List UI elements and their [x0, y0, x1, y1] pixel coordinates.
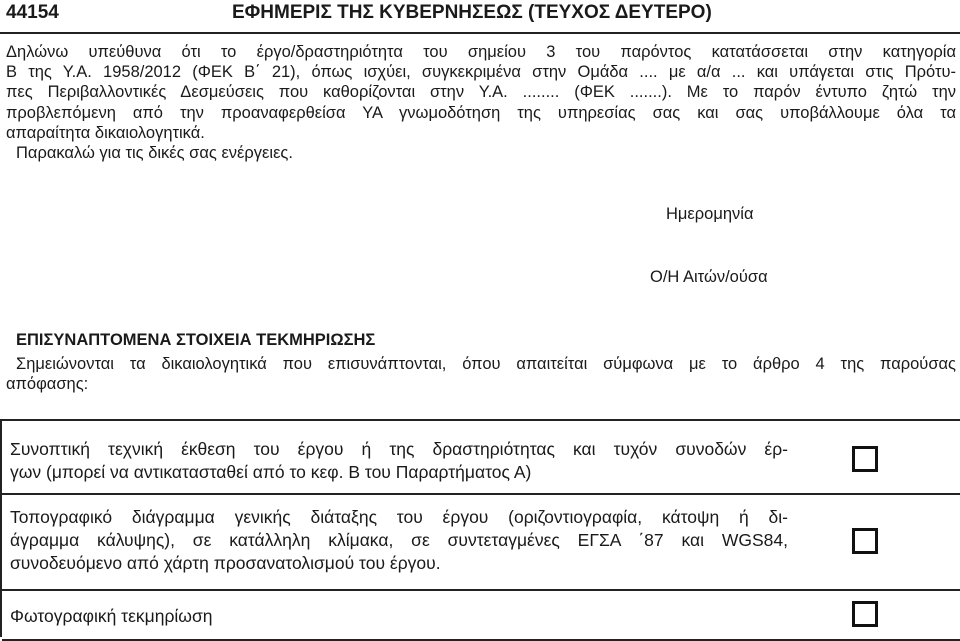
- declaration-line: Β της Υ.Α. 1958/2012 (ΦΕΚ Β΄ 21), όπως ισχύει, συγκεκριμένα στην Ομάδα .... με α/α ... και υπάγεται στις Πρότυ-: [6, 63, 956, 82]
- item-line: συνοδευόμενο από χάρτη προσανατολισμού του έργου.: [10, 553, 441, 573]
- checkbox-photographic-evidence[interactable]: [852, 601, 878, 627]
- item-line: Τοπογραφικό διάγραμμα γενικής διάταξης του έργου (οριζοντιογραφία, κάτοψη ή δι-: [10, 507, 788, 527]
- page-number: 44154: [6, 2, 59, 23]
- checkbox-topographic-diagram[interactable]: [852, 528, 878, 554]
- declaration-line: προβλεπόμενη από την προαναφερθείσα ΥΑ γνωμοδότηση της υπηρεσίας σας και σας υποβάλλουμε όλα τα: [6, 103, 956, 122]
- checklist-item-text: [10, 438, 788, 484]
- item-line: άγραμμα κάλυψης), σε κατάλληλη κλίμακα, σε συντεταγμένες ΕΓΣΑ ΄87 και WGS84,: [10, 530, 788, 550]
- checklist-row-technical-report: [2, 421, 960, 495]
- date-label: Ημερομηνία: [666, 205, 754, 223]
- note-line: απόφασης:: [6, 375, 89, 394]
- checkbox-technical-report[interactable]: [852, 446, 878, 472]
- checklist-item-text: [10, 506, 788, 575]
- checklist-row-photographic-evidence: [2, 591, 960, 641]
- declaration-line: απαραίτητα δικαιολογητικά.: [6, 123, 205, 142]
- applicant-label: Ο/Η Αιτών/ούσα: [650, 268, 768, 286]
- request-line: Παρακαλώ για τις δικές σας ενέργειες.: [16, 144, 293, 163]
- declaration-line: Δηλώνω υπεύθυνα ότι το έργο/δραστηριότητα του σημείου 3 του παρόντος κατατάσσεται στην κατηγορία: [6, 43, 956, 61]
- item-line: Συνοπτική τεχνική έκθεση του έργου ή της δραστηριότητας και τυχόν συνοδών έρ-: [10, 439, 788, 459]
- page-header: [6, 2, 954, 30]
- declaration-line: πες Περιβαλλοντικές Δεσμεύσεις που καθορίζονται στην Υ.Α. ........ (ΦΕΚ .......). Με το παρόν έντυπο ζητώ την: [6, 83, 956, 102]
- header-divider: [0, 32, 960, 34]
- attachments-note: [6, 354, 956, 394]
- attachments-checklist: [0, 419, 960, 637]
- declaration-paragraph: [6, 42, 956, 163]
- checklist-row-topographic-diagram: [2, 495, 960, 591]
- checklist-item-text: [10, 605, 788, 628]
- item-line: Φωτογραφική τεκμηρίωση: [10, 606, 213, 626]
- attachments-title: ΕΠΙΣΥΝΑΠΤΟΜΕΝΑ ΣΤΟΙΧΕΙΑ ΤΕΚΜΗΡΙΩΣΗΣ: [16, 331, 376, 349]
- note-line: Σημειώνονται τα δικαιολογητικά που επισυνάπτονται, όπου απαιτείται σύμφωνα με το άρθρο 4 της παρούσας: [16, 355, 956, 373]
- gazette-title: ΕΦΗΜΕΡΙΣ ΤΗΣ ΚΥΒΕΡΝΗΣΕΩΣ (ΤΕΥΧΟΣ ΔΕΥΤΕΡΟ): [232, 2, 712, 23]
- item-line: γων (μπορεί να αντικατασταθεί από το κεφ. Β του Παραρτήματος Α): [10, 462, 532, 482]
